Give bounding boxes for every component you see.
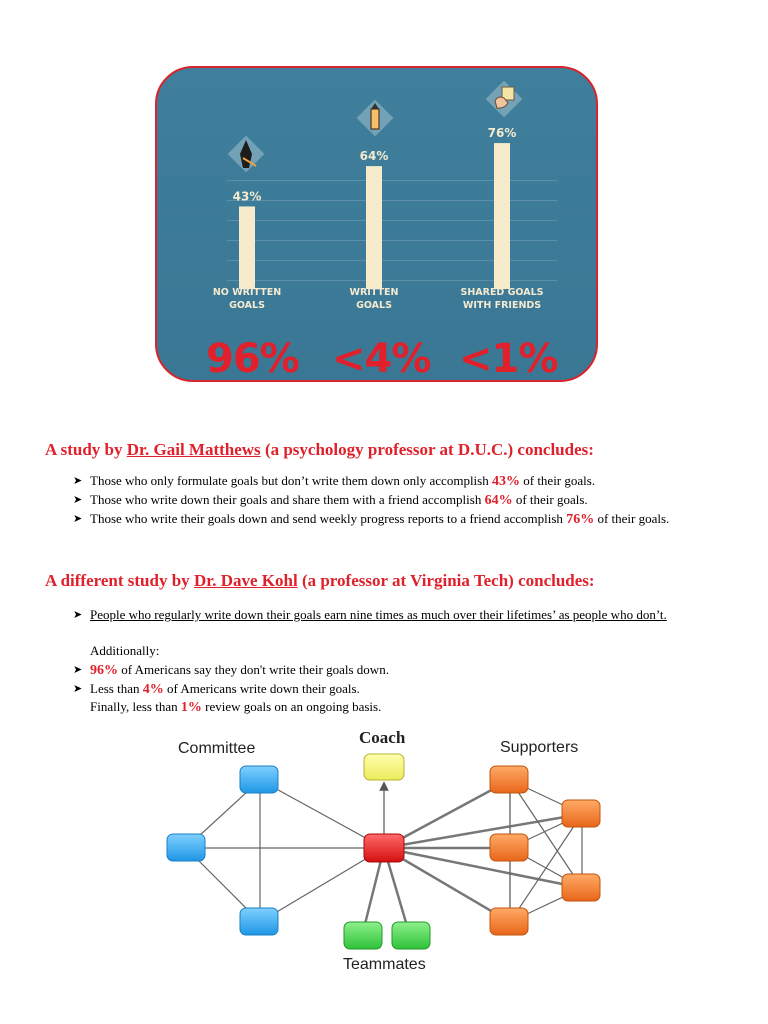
supporters-label: Supporters bbox=[500, 739, 579, 756]
goals-infographic bbox=[155, 66, 598, 382]
arrow-bullet-icon: ➤ bbox=[73, 608, 83, 621]
supporter-node bbox=[490, 908, 528, 935]
heading-prefix: A different study by bbox=[45, 571, 194, 590]
list-item: ➤ Those who write their goals down and send weekly progress reports to a friend accomplish 76% of their goals. bbox=[73, 511, 670, 527]
coach-node bbox=[364, 754, 404, 780]
heading-suffix: (a professor at Virginia Tech) concludes: bbox=[297, 571, 595, 590]
bar-caption-line: GOALS bbox=[356, 300, 392, 311]
study2-heading bbox=[45, 571, 595, 591]
network-diagram bbox=[150, 722, 620, 982]
committee-node bbox=[167, 834, 205, 861]
study2-list bbox=[73, 606, 693, 624]
bar-value-label: 76% bbox=[487, 126, 517, 141]
list-item: ➤ 96% of Americans say they don't write their goals down. bbox=[73, 662, 389, 678]
bar-caption-line: SHARED GOALS bbox=[460, 287, 544, 298]
supporter-node bbox=[490, 766, 528, 793]
heading-suffix: (a psychology professor at D.U.C.) concludes: bbox=[260, 440, 594, 459]
bar-caption-line: WITH FRIENDS bbox=[462, 300, 542, 311]
big-stat: <4% bbox=[332, 336, 431, 382]
list-item: ➤ Those who only formulate goals but don’t write them down only accomplish 43% of their goals. bbox=[73, 473, 596, 489]
committee-label: Committee bbox=[178, 740, 256, 757]
bar-caption-line: WRITTEN bbox=[349, 287, 399, 298]
list-item: ➤ Less than 4% of Americans write down their goals. bbox=[73, 681, 360, 697]
committee-node bbox=[240, 766, 278, 793]
arrow-bullet-icon: ➤ bbox=[73, 663, 83, 676]
arrow-bullet-icon: ➤ bbox=[73, 512, 83, 525]
teammate-node bbox=[392, 922, 430, 949]
heading-prefix: A study by bbox=[45, 440, 127, 459]
bar-2 bbox=[366, 166, 382, 289]
study2-stats-list bbox=[73, 661, 733, 699]
teammates-label: Teammates bbox=[343, 956, 426, 973]
researcher-name: Dr. Gail Matthews bbox=[126, 440, 261, 459]
big-stat: 96% bbox=[206, 336, 299, 382]
bar-caption bbox=[192, 286, 302, 312]
network-svg bbox=[150, 722, 620, 982]
bar-caption-line: NO WRITTEN bbox=[212, 287, 282, 298]
coach-label: Coach bbox=[359, 728, 406, 747]
study1-list bbox=[73, 472, 733, 529]
arrow-bullet-icon: ➤ bbox=[73, 682, 83, 695]
list-item: ➤ People who regularly write down their goals earn nine times as much over their lifetimes’ as people who don’t. bbox=[73, 607, 667, 622]
bar-caption-line: GOALS bbox=[229, 300, 265, 311]
arrow-bullet-icon: ➤ bbox=[73, 493, 83, 506]
big-stat: <1% bbox=[459, 336, 558, 382]
supporter-node bbox=[562, 874, 600, 901]
center-node bbox=[364, 834, 404, 862]
bar-1 bbox=[239, 206, 255, 289]
list-item: ➤ Those who write down their goals and share them with a friend accomplish 64% of their goals. bbox=[73, 492, 588, 508]
bar-caption bbox=[319, 286, 429, 312]
arrow-bullet-icon: ➤ bbox=[73, 474, 83, 487]
supporter-node bbox=[562, 800, 600, 827]
study1-heading bbox=[45, 440, 594, 460]
bar-value-label: 64% bbox=[359, 149, 389, 164]
supporter-node bbox=[490, 834, 528, 861]
teammate-node bbox=[344, 922, 382, 949]
additionally-text: Additionally: bbox=[90, 643, 160, 658]
finally-text: Finally, less than 1% review goals on an ongoing basis. bbox=[90, 699, 382, 715]
bar-value-label: 43% bbox=[232, 189, 262, 204]
researcher-name: Dr. Dave Kohl bbox=[193, 571, 298, 590]
bar-3 bbox=[494, 143, 510, 289]
committee-node bbox=[240, 908, 278, 935]
bar-caption bbox=[447, 286, 557, 312]
bar-chart bbox=[157, 68, 598, 382]
